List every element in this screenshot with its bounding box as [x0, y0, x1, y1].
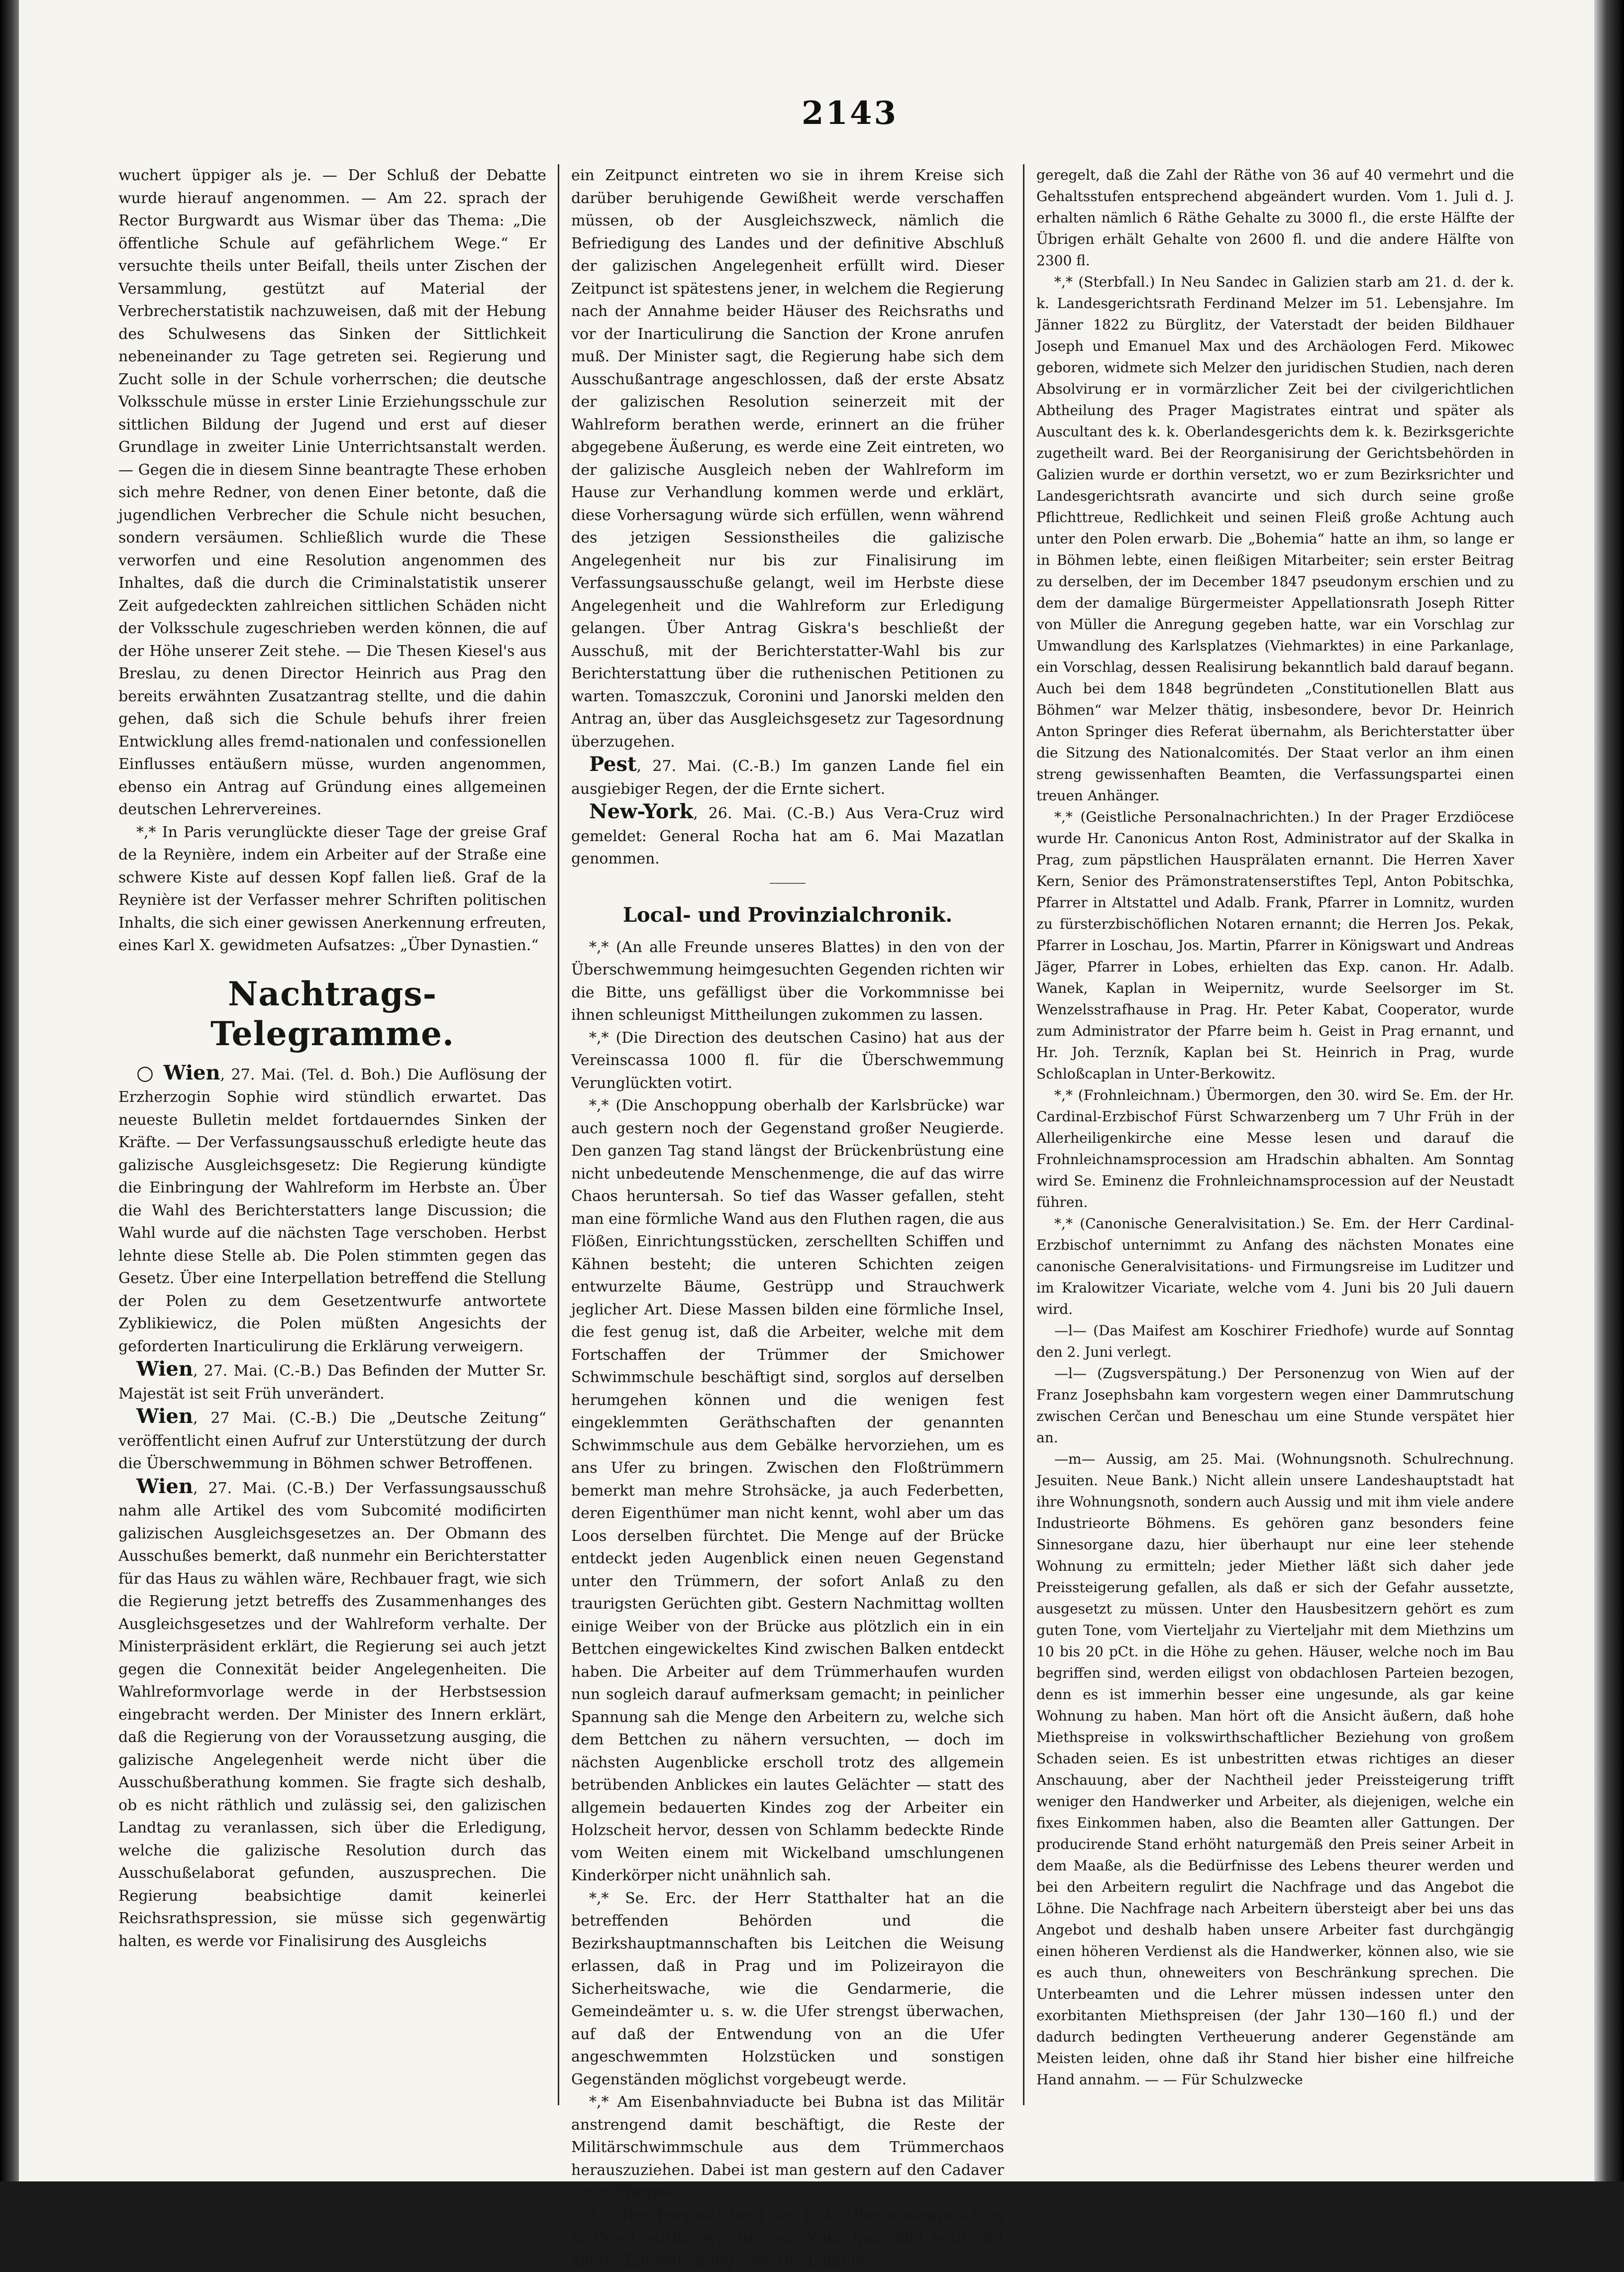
chronicle-item: *,* (Der Personalstand des k. k. Oberlandesgerichtes in Prag) wurde, wie uns aus Wien gemeldet wird, mit allerh. Entschließung vom 18. d. dahin	[571, 2204, 1004, 2272]
chronicle-item: *,* (Geistliche Personalnachrichten.) In der Prager Erzdiöcese wurde Hr. Canonicus Anton Rost, Administrator auf der Skalka in Prag, zum päpstlichen Hausprälaten ernannt. Die Herren Xaver Kern, Senior des Prämonstratenserstiftes Tepl, Anton Pobitschka, Pfarrer in Altstattel und Adalb. Frank, Pfarrer in Lomnitz, wurden zu fürsterzbischöflichen Notaren ernannt; die Herren Jos. Pekak, Pfarrer in Loschau, Jos. Martin, Pfarrer in Königswart und Andreas Jäger, Pfarrer in Lobes, erhielten das Exp. canon. Hr. Adalb. Wanek, Kaplan in Weipernitz, wurde Seelsorger im St. Wenzelsstrafhause in Prag. Hr. Peter Kabat, Cooperator, wurde zum Administrator der Pfarre beim h. Geist in Prag ernannt, und Hr. Joh. Terzník, Kaplan bei St. Heinrich in Prag, wurde Schloßcaplan in Unter-Berkowitz.	[1036, 806, 1514, 1084]
section-heading: Local- und Provinzialchronik.	[571, 901, 1004, 929]
column-rule	[558, 164, 559, 2105]
telegram-text: Die „Deutsche Zeitung“ veröffentlicht einen Aufruf zur Unterstützung der durch die Überschwemmung in Böhmen schwer Betroffenen.	[118, 1409, 546, 1472]
telegram-date: , 27. Mai. (C.-B.)	[636, 757, 780, 775]
telegram-place: ○ Wien	[136, 1061, 220, 1084]
article-paragraph: geregelt, daß die Zahl der Räthe von 36 auf 40 vermehrt und die Gehaltsstufen entsprechend abgeändert wurden. Vom 1. Juli d. J. erhalten nämlich 6 Räthe Gehalte zu 3000 fl., die erste Hälfte der Übrigen erhält Gehalte von 2600 fl. und die andere Hälfte von 2300 fl.	[1036, 164, 1514, 271]
newspaper-page	[19, 0, 1594, 2181]
telegram-place: Wien	[136, 1357, 193, 1381]
telegram-date: , 27. Mai. (Tel. d. Boh.)	[220, 1066, 401, 1083]
column-rule	[1023, 164, 1024, 2105]
chronicle-item: *,* (Die Direction des deutschen Casino) hat aus der Vereinscassa 1000 fl. für die Überschwemmung Verunglückten votirt.	[571, 1027, 1004, 1095]
telegram-place: Pest	[589, 753, 636, 776]
telegram-text: Die Auflösung der Erzherzogin Sophie wird stündlich erwartet. Das neueste Bulletin meldet fortdauerndes Sinken der Kräfte. — Der Verfassungsausschuß erledigte heute das galizische Ausgleichsgesetz: Die Regierung kündigte die Einbringung der Wahlreform im Herbste an. Über die Wahl des Berichterstatters lange Discussion; die Wahl wurde auf die nächsten Tage verschoben. Herbst lehnte diese Stelle ab. Die Polen stimmten gegen das Gesetz. Über eine Interpellation betreffend die Stellung der Polen zu dem Gesetzentwurfe antwortete Zyblikiewicz, die Polen müßten Angesichts der geforderten Inarticulirung die Erklärung verweigern.	[118, 1066, 546, 1355]
telegram-place: Wien	[136, 1475, 193, 1498]
article-paragraph: ein Zeitpunct eintreten wo sie in ihrem Kreise sich darüber beruhigende Gewißheit werde verschaffen müssen, ob der Ausgleichszweck, nämlich die Befriedigung des Landes und der definitive Abschluß der galizischen Angelegenheit erfüllt wird. Dieser Zeitpunct ist spätestens jener, in welchem die Regierung nach der Annahme beider Häuser des Reichsraths und vor der Inarticulirung die Sanction der Krone anrufen muß. Der Minister sagt, die Regierung habe sich dem Ausschußantrage angeschlossen, daß der erste Absatz der galizischen Resolution seinerzeit mit der Wahlreform berathen werde, erinnert an die früher abgegebene Äußerung, es werde eine Zeit eintreten, wo der galizische Ausgleich neben der Wahlreform im Hause zur Verhandlung kommen werde und erklärt, diese Vorhersagung würde sich erfüllen, wenn während des jetzigen Sessionstheiles die galizische Angelegenheit nur bis zur Finalisirung im Verfassungsausschuße gelangt, weil im Herbste diese Angelegenheit und die Wahlreform zur Erledigung gelangen. Über Antrag Giskra's beschließt der Ausschuß, mit der Berichterstatter-Wahl bis zur Berichterstattung über die ruthenischen Petitionen zu warten. Tomaszczuk, Coronini und Janorski melden den Antrag an, über das Ausgleichsgesetz zur Tagesordnung überzugehen.	[571, 164, 1004, 753]
telegram-entry	[118, 1358, 546, 1405]
telegram-place: Wien	[136, 1405, 193, 1428]
telegram-text: Der Verfassungsausschuß nahm alle Artikel des vom Subcomité modificirten galizischen Ausgleichsgesetzes an. Der Obmann des Ausschußes bemerkt, daß nunmehr ein Berichterstatter für das Haus zu wählen wäre, Rechbauer fragt, wie sich die Regierung jetzt betreffs des Zusammenhanges des Ausgleichsgesetzes und der Wahlreform verhalte. Der Ministerpräsident erklärt, die Regierung sei auch jetzt gegen die Connexität beider Angelegenheiten. Die Wahlreformvorlage werde in der Herbstsession eingebracht werden. Der Minister des Innern erklärt, daß die Regierung von der Voraussetzung ausging, die galizische Angelegenheit werde nicht über die Ausschußberathung kommen. Sie fragte sich deshalb, ob es nicht räthlich und zulässig sei, den galizischen Landtag zu veranlassen, sich über die Erledigung, welche die galizische Resolution durch das Ausschußelaborat gefunden, auszusprechen. Die Regierung beabsichtige damit keinerlei Reichsrathspression, sie müsse sich gegenwärtig halten, es werde vor Finalisirung des Ausgleichs	[118, 1480, 546, 1950]
telegram-date: , 27 Mai. (C.-B.)	[193, 1409, 337, 1427]
telegram-place: New-York	[589, 800, 693, 823]
telegram-entry	[571, 800, 1004, 870]
column-3	[1036, 164, 1514, 2125]
telegram-entry	[118, 1062, 546, 1358]
chronicle-item: *,* Am Eisenbahnviaducte bei Bubna ist das Militär anstrengend damit beschäftigt, die Reste der Militärschwimmschule aus dem Trümmerchaos herauszuziehen. Dabei ist man gestern auf den Cadaver eines Pferdes.	[571, 2091, 1004, 2204]
telegram-entry	[571, 753, 1004, 800]
chronicle-item: *,* (An alle Freunde unseres Blattes) in den von der Überschwemmung heimgesuchten Gegenden richten wir die Bitte, uns gefälligst über die Vorkommnisse bei ihnen schleunigst Mittheilungen zukommen zu lassen.	[571, 936, 1004, 1027]
section-heading: Nachtrags-Telegramme.	[118, 974, 546, 1054]
chronicle-item: *,* (Canonische Generalvisitation.) Se. Em. der Herr Cardinal-Erzbischof unternimmt zu Anfang des nächsten Monates eine canonische Generalvisitations- und Firmungsreise im Luditzer und im Kralowitzer Vicariate, welche vom 4. Juni bis 20 Juli dauern wird.	[1036, 1213, 1514, 1320]
chronicle-item: *,* (Frohnleichnam.) Übermorgen, den 30. wird Se. Em. der Hr. Cardinal-Erzbischof Fürst Schwarzenberg um 7 Uhr Früh in der Allerheiligenkirche eine Messe lesen und darauf die Frohnleichnamsprocession am Hradschin abhalten. Am Sonntag wird Se. Eminenz die Frohnleichnamsprocession auf der Neustadt führen.	[1036, 1084, 1514, 1213]
telegram-text: Das Befinden der Mutter Sr. Majestät ist seit Früh unverändert.	[118, 1362, 546, 1403]
telegram-date: , 27. Mai. (C.-B.)	[193, 1480, 334, 1497]
telegram-date: , 27. Mai. (C.-B.)	[193, 1362, 321, 1380]
chronicle-item: *,* Se. Erc. der Herr Statthalter hat an die betreffenden Behörden und die Bezirkshauptmannschaften bis Leitchen die Weisung erlassen, daß in Prag und im Polizeirayon die Sicherheitswache, wie die Gendarmerie, die Gemeindeämter u. s. w. die Ufer strengst überwachen, auf daß der Entwendung von an die Ufer angeschwemmten Holzstücken und sonstigen Gegenständen möglichst vorgebeugt werde.	[571, 1887, 1004, 2091]
page-number: 2143	[775, 95, 924, 132]
chronicle-item: *,* (Sterbfall.) In Neu Sandec in Galizien starb am 21. d. der k. k. Landesgerichtsrath Ferdinand Melzer im 51. Lebensjahre. Im Jänner 1822 zu Bürglitz, der Vaterstadt der beiden Bildhauer Joseph und Emanuel Max und des Archäologen Ferd. Mikowec geboren, widmete sich Melzer den juridischen Studien, nach deren Absolvirung er in vormärzlicher Zeit bei der civilgerichtlichen Abtheilung des Prager Magistrates eintrat und später als Auscultant des k. k. Oberlandesgerichts dem k. k. Bezirksgerichte zugetheilt ward. Bei der Reorganisirung der Gerichtsbehörden in Galizien wurde er dorthin versetzt, wo er zum Bezirksrichter und Landesgerichtsrath avancirte und sich durch seine große Pflichttreue, Redlichkeit und seinen Fleiß große Achtung auch unter den Polen erwarb. Die „Bohemia“ hatte an ihm, so lange er in Böhmen lebte, einen fleißigen Mitarbeiter; sein erster Beitrag zu derselben, der im December 1847 pseudonym erschien und zu dem der damalige Bürgermeister Appellationsrath Joseph Ritter von Müller die Anregung gegeben hatte, war ein Vorschlag zur Umwandlung des Karlsplatzes (Viehmarktes) in eine Parkanlage, ein Vorschlag, dessen Realisirung bekanntlich bald darauf begann. Auch bei dem 1848 begründeten „Constitutionellen Blatt aus Böhmen“ war Melzer thätig, insbesondere, bevor Dr. Heinrich Anton Springer dies Referat übernahm, als Berichterstatter über die Sitzung des Nationalcomités. Der Staat verlor an ihm einen streng gewissenhaften Beamten, die Verfassungspartei einen treuen Anhänger.	[1036, 271, 1514, 806]
telegram-text: Im ganzen Lande fiel ein ausgiebiger Regen, der die Ernte sichert.	[571, 757, 1004, 798]
article-paragraph: wuchert üppiger als je. — Der Schluß der Debatte wurde hierauf angenommen. — Am 22. sprach der Rector Burgwardt aus Wismar über das Thema: „Die öffentliche Schule auf gefährlichem Wege.“ Er versuchte theils unter Beifall, theils unter Zischen der Versammlung, gestützt auf Material der Verbrecherstatistik nachzuweisen, daß mit der Hebung des Schulwesens das Sinken der Sittlichkeit nebeneinander zu Tage getreten sei. Regierung und Zucht solle in der Schule vorherrschen; die deutsche Volksschule müsse in erster Linie Erziehungsschule zur sittlichen Bildung der Jugend und erst auf dieser Grundlage in zweiter Linie Unterrichtsanstalt werden. — Gegen die in diesem Sinne beantragte These erhoben sich mehre Redner, von denen Einer betonte, daß die jugendlichen Verbrecher die Schule nicht besuchen, sondern versäumen. Schließlich wurde die These verworfen und eine Resolution angenommen des Inhaltes, daß die durch die Criminalstatistik unserer Zeit aufgedeckten zahlreichen sittlichen Schäden nicht der Volksschule zugeschrieben werden können, die auf der Höhe unserer Zeit stehe. — Die Thesen Kiesel's aus Breslau, zu denen Director Heinrich aus Prag den bereits erwähnten Zusatzantrag stellte, und die dahin gehen, daß sich die Schule behufs ihrer freien Entwicklung alles fremd-nationalen und confessionellen Einflusses entäußern müsse, wurden angenommen, ebenso ein Antrag auf Gründung eines allgemeinen deutschen Lehrervereines.	[118, 164, 546, 821]
column-2	[571, 164, 1004, 2125]
chronicle-item: —l— (Zugsverspätung.) Der Personenzug von Wien auf der Franz Josephsbahn kam vorgestern wegen einer Dammrutschung zwischen Cerčan und Beneschau um eine Stunde verspätet hier an.	[1036, 1363, 1514, 1448]
column-1	[118, 164, 546, 2125]
scan-edge-right	[1594, 0, 1624, 2181]
telegram-text: Aus Vera-Cruz wird gemeldet: General Rocha hat am 6. Mai Mazatlan genommen.	[571, 805, 1004, 867]
telegram-entry	[118, 1405, 546, 1475]
telegram-entry	[118, 1475, 546, 1953]
divider-ornament: ⸻	[571, 875, 1004, 890]
telegram-date: , 26. Mai. (C.-B.)	[693, 805, 835, 822]
chronicle-item: —l— (Das Maifest am Koschirer Friedhofe) wurde auf Sonntag den 2. Juni verlegt.	[1036, 1320, 1514, 1363]
chronicle-item: *,* (Die Anschoppung oberhalb der Karlsbrücke) war auch gestern noch der Gegenstand großer Neugierde. Den ganzen Tag stand längst der Brückenbrüstung eine nicht unbedeutende Menschenmenge, die auf das wirre Chaos heruntersah. So tief das Wasser gefallen, steht man eine förmliche Wand aus den Fluthen ragen, die aus Flößen, Einrichtungsstücken, zerschellten Schiffen und Kähnen besteht; die unteren Schichten zeigen entwurzelte Bäume, Gestrüpp und Strauchwerk jeglicher Art. Diese Massen bilden eine förmliche Insel, die fest genug ist, daß die Arbeiter, welche mit dem Fortschaffen der Trümmer der Smichower Schwimmschule beschäftigt sind, sorglos auf derselben herumgehen können und die wenigen fest eingeklemmten Geräthschaften der genannten Schwimmschule aus dem Gebälke hervorziehen, um es ans Ufer zu bringen. Zwischen den Floßtrümmern bemerkt man mehre Strohsäcke, ja auch Federbetten, deren Eigenthümer man nicht kennt, wohl aber um das Loos derselben fürchtet. Die Menge auf der Brücke entdeckt jeden Augenblick einen neuen Gegenstand unter den Trümmern, der sofort Anlaß zu den traurigsten Gerüchten gibt. Gestern Nachmittag wollten einige Weiber von der Brücke aus plötzlich ein in ein Bettchen eingewickeltes Kind zwischen Balken entdeckt haben. Die Arbeiter auf dem Trümmerhaufen wurden nun sogleich darauf aufmerksam gemacht; in peinlicher Spannung sah die Menge den Arbeitern zu, welche sich dem Bettchen zu nähern versuchten, — doch im nächsten Augenblicke erscholl trotz des allgemein betrübenden Anblickes ein lautes Gelächter — statt des allgemein bedauerten Kindes zog der Arbeiter ein Holzscheit hervor, dessen von Schlamm bedeckte Rinde vom Weiten einem mit Wickelband umschlungenen Kinderkörper nicht unähnlich sah.	[571, 1094, 1004, 1887]
scan-edge-left	[0, 0, 19, 2181]
article-paragraph: *,* In Paris verunglückte dieser Tage der greise Graf de la Reynière, indem ein Arbeiter auf der Straße eine schwere Kiste auf dessen Kopf fallen ließ. Graf de la Reynière ist der Verfasser mehrer Schriften politischen Inhalts, die sich einer gewissen Anerkennung erfreuten, eines Karl X. gewidmeten Aufsatzes: „Über Dynastien.“	[118, 821, 546, 957]
chronicle-item: —m— Aussig, am 25. Mai. (Wohnungsnoth. Schulrechnung. Jesuiten. Neue Bank.) Nicht allein unsere Landeshauptstadt hat ihre Wohnungsnoth, sondern auch Aussig und mit ihm viele andere Industrieorte Böhmens. Es gehören ganz besonders feine Sinnesorgane dazu, hier überhaupt nur eine leer stehende Wohnung zu ermitteln; jeder Miether läßt sich daher jede Preissteigerung gefallen, als daß er sich der Gefahr aussetzte, ausgesetzt zu müssen. Unter den Hausbesitzern gehört es zum guten Tone, vom Vierteljahr zu Vierteljahr mit dem Miethzins um 10 bis 20 pCt. in die Höhe zu gehen. Häuser, welche noch im Bau begriffen sind, werden eiligst von obdachlosen Parteien bezogen, denn es ist immerhin besser eine ungesunde, als gar keine Wohnung zu haben. Man hört oft die Ansicht äußern, daß hohe Miethspreise in volkswirthschaftlicher Beziehung von großem Schaden seien. Es ist unbestritten etwas richtiges an dieser Anschauung, aber der Nachtheil jeder Preissteigerung trifft weniger den Handwerker und Arbeiter, als diejenigen, welche ein fixes Einkommen haben, also die Beamten aller Gattungen. Der producirende Stand erhöht naturgemäß den Preis seiner Arbeit in dem Maaße, als die Bedürfnisse des Lebens theurer werden und bei den Arbeitern regulirt die Nachfrage und das Angebot die Löhne. Die Nachfrage nach Arbeitern übersteigt aber bei uns das Angebot und deshalb haben unsere Arbeiter fast durchgängig einen höheren Verdienst als die Handwerker, können also, wie sie es auch thun, ohneweiters von Beschränkung sprechen. Die Unterbeamten und die Lehrer müssen indessen unter den exorbitanten Miethspreisen (der Jahr 130—160 fl.) und der dadurch bedingten Vertheuerung anderer Gegenstände am Meisten leiden, ohne daß ihr Stand hier bisher eine hilfreiche Hand annahm. — — Für Schulzwecke	[1036, 1448, 1514, 2090]
